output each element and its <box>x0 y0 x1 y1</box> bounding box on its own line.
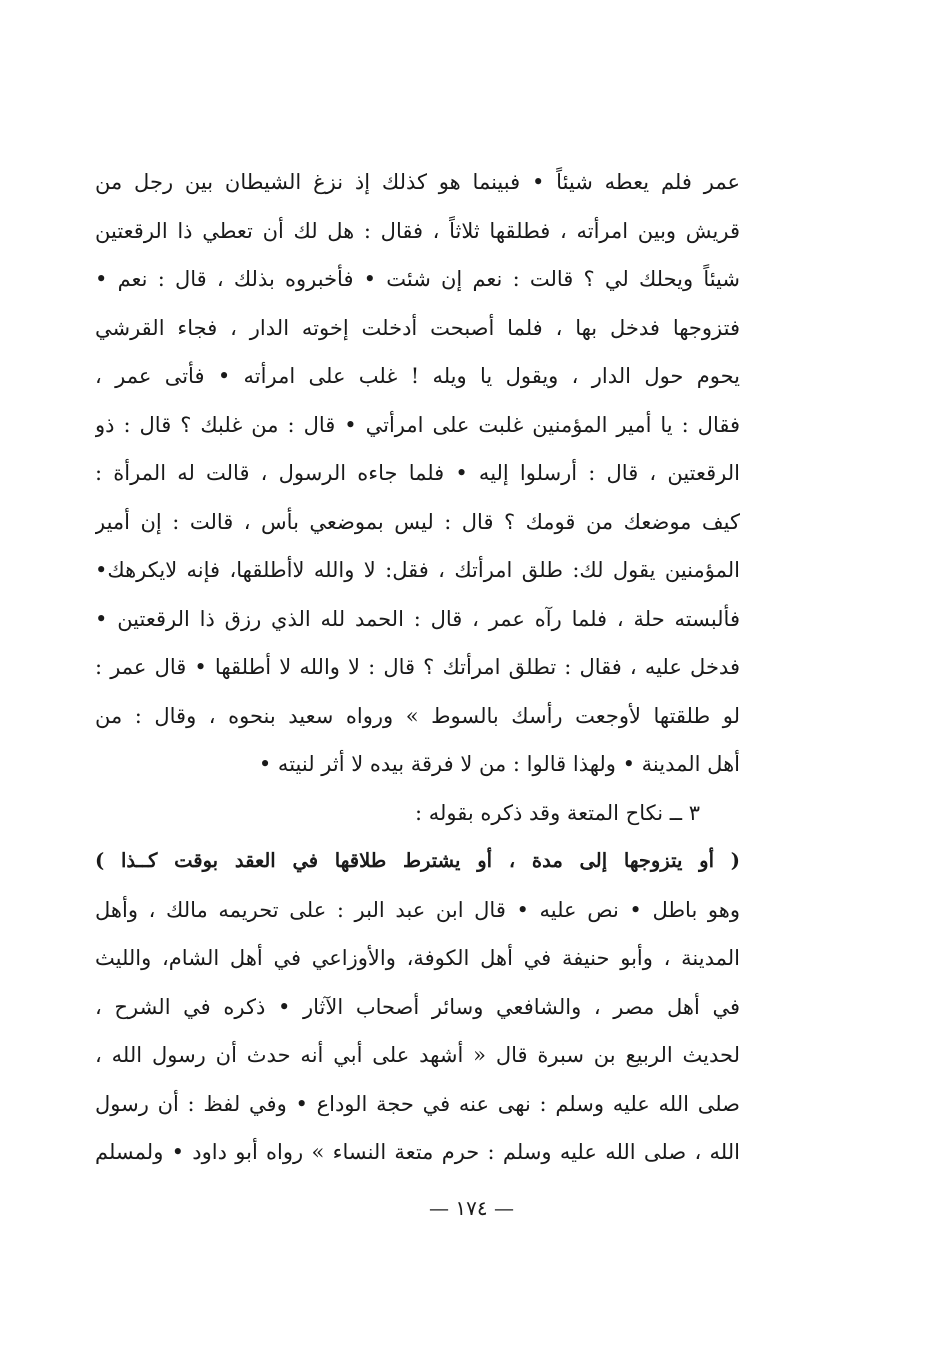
text-line: الله ، صلى الله عليه وسلم : حرم متعة النساء » رواه أبو داود • ولمسلم <box>95 1140 740 1164</box>
text-line: صلى الله عليه وسلم : نهى عنه في حجة الوداع • وفي لفظ : أن رسول <box>95 1091 740 1116</box>
text-line: فقال : يا أمير المؤمنين غلبت على امرأتي • قال : من غلبك ؟ قال : ذو <box>95 412 740 437</box>
text-line: الرقعتين ، قال : أرسلوا إليه • فلما جاءه الرسول ، قالت له المرأة : <box>95 461 740 485</box>
text-line: شيئاً ويحلك لي ؟ قالت : نعم إن شئت • فأخبروه بذلك ، قال : نعم • <box>95 267 740 291</box>
text-line: أهل المدينة • ولهذا قالوا : من لا فرقة بيده لا أثر لنيته • <box>258 752 740 776</box>
text-line: فألبسته حلة ، فلما رآه عمر ، قال : الحمد لله الذي رزق ذا الرقعتين • <box>95 606 740 631</box>
text-line: كيف موضعك من قومك ؟ قال : ليس بموضعي بأس ، قالت : إن أمير <box>95 509 740 534</box>
text-line: لو طلقتها لأوجعت رأسك بالسوط » ورواه سعيد بنحوه ، وقال : من <box>95 703 740 728</box>
text-line: قريش وبين امرأته ، فطلقها ثلاثاً ، فقال : هل لك أن تعطي ذا الرقعتين <box>95 218 740 243</box>
quoted-heading: ( أو يتزوجها إلى مدة ، أو يشترط طلاقها في العقد بوقت كــذا ) <box>95 849 740 872</box>
section-intro: ٣ ــ نكاح المتعة وقد ذكره بقوله : <box>415 800 700 825</box>
page-number: — ١٧٤ — <box>429 1196 514 1220</box>
text-line: عمر فلم يعطه شيئاً • فبينما هو كذلك إذ نزغ الشيطان بين رجل من <box>95 170 740 194</box>
body-text <box>95 158 740 1177</box>
text-line: وهو باطل • نص عليه • قال ابن عبد البر : على تحريمه مالك ، وأهل <box>95 897 740 922</box>
text-line: فدخل عليه ، فقال : تطلق امرأتك ؟ قال : لا والله لا أطلقها • قال عمر : <box>95 655 740 679</box>
text-line: المؤمنين يقول لك: طلق امرأتك ، فقل: لا والله لاأطلقها، فإنه لايكرهك• <box>95 558 740 582</box>
text-line: لحديث الربيع بن سبرة قال « أشهد على أبي أنه حدث أن رسول الله ، <box>95 1043 740 1067</box>
text-line: في أهل مصر ، والشافعي وسائر أصحاب الآثار • ذكره في الشرح ، <box>95 994 740 1019</box>
text-line: فتزوجها فدخل بها ، فلما أصبحت أدخلت إخوته الدار ، فجاء القرشي <box>95 315 740 340</box>
text-line: يحوم حول الدار ، ويقول يا ويله ! غلب على امرأته • فأتى عمر ، <box>95 364 740 388</box>
text-line: المدينة ، وأبو حنيفة في أهل الكوفة، والأوزاعي في أهل الشام، والليث <box>95 946 740 970</box>
